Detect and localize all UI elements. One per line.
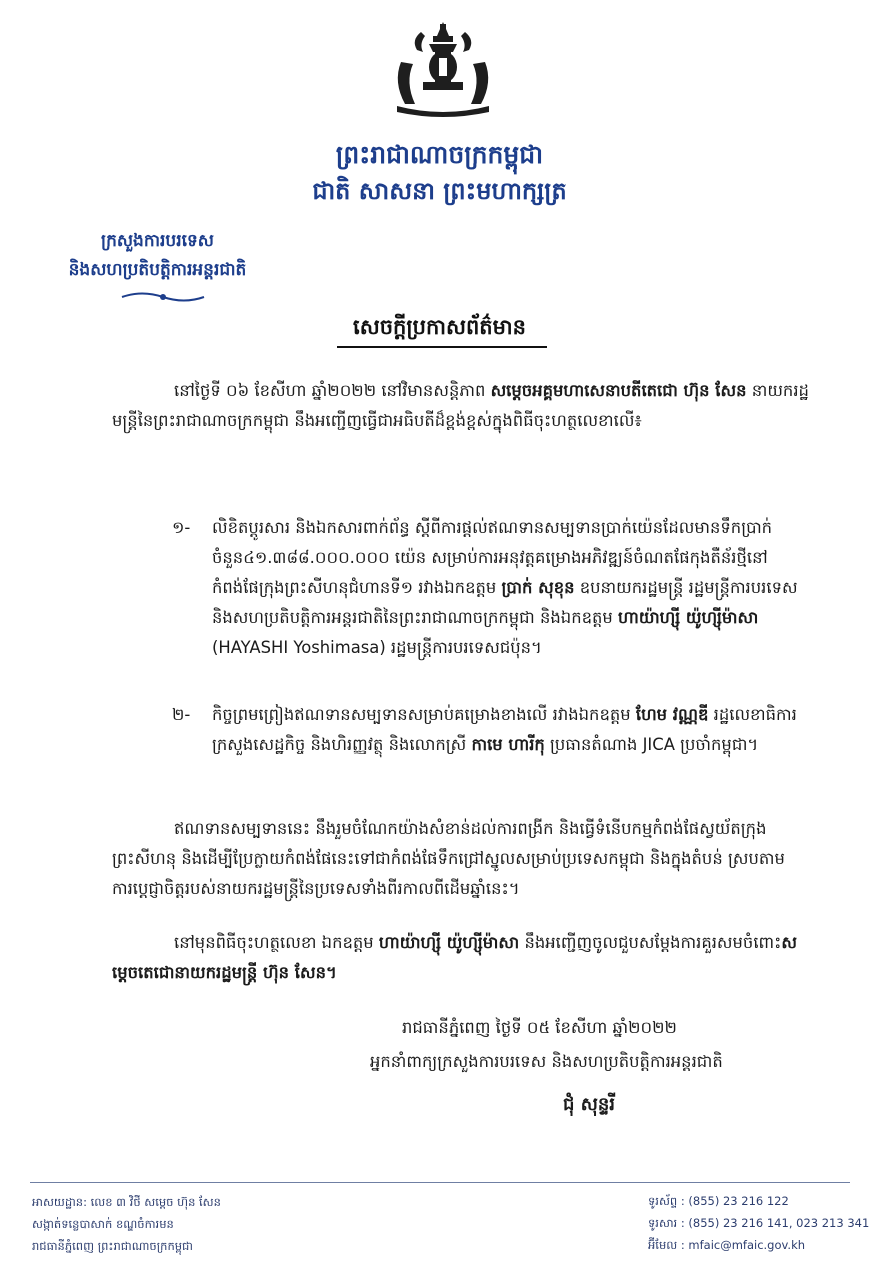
item-1-text [212, 513, 812, 663]
courtesy-name-hayashi: ហាយ៉ាហ្ស៊ី យ៉ូហ្ស៊ីម៉ាសា [378, 933, 520, 952]
ministry-name-line2: និងសហប្រតិបត្តិការអន្តរជាតិ [68, 260, 247, 280]
intro-paragraph [112, 376, 812, 436]
ornament-divider-icon [120, 290, 206, 304]
intro-pm-name: សម្តេចអគ្គមហាសេនាបតីតេជោ ហ៊ុន សែន [490, 381, 747, 400]
email-value[interactable]: mfaic@mfaic.gov.kh [688, 1238, 806, 1252]
fax-label: ទូរសារ : [648, 1216, 685, 1230]
courtesy-text-a: នៅមុនពិធីចុះហត្ថលេខា ឯកឧត្តម [174, 933, 379, 952]
footer-email [648, 1238, 805, 1255]
item-2-number: ២- [172, 705, 191, 724]
title-underline [337, 346, 547, 348]
footer-address-line3: រាជធានីភ្នំពេញ ព្រះរាជាណាចក្រកម្ពុជា [32, 1239, 193, 1253]
national-motto: ជាតិ សាសនា ព្រះមហាក្សត្រ [312, 177, 567, 205]
intro-text: នៅថ្ងៃទី ០៦ ខែសីហា ឆ្នាំ២០២២ នៅវិមានសន្តិភាព [174, 381, 491, 400]
phone-value: (855) 23 216 122 [688, 1194, 789, 1208]
item-2-text [212, 700, 812, 760]
item-2-text-a: កិច្ចព្រមព្រៀងឥណទានសម្បទានសម្រាប់គម្រោងខាងលើ រវាងឯកឧត្តម [212, 705, 636, 724]
footer-address-line2: សង្កាត់ទន្លេបាសាក់ ខណ្ឌចំការមន [32, 1217, 174, 1231]
place-date: រាជធានីភ្នំពេញ ថ្ងៃទី ០៥ ខែសីហា ឆ្នាំ២០២២ [402, 1018, 677, 1037]
item-1-name-prak-sokhonn: ប្រាក់ សុខុន [501, 578, 575, 597]
item-2-name-hem-vandy: ហែម វណ្ណឌី [635, 705, 709, 724]
footer-fax [648, 1216, 869, 1233]
item-1-name-hayashi: ហាយ៉ាហ្ស៊ី យ៉ូហ្ស៊ីម៉ាសា [618, 608, 759, 627]
item-1-text-e: (HAYASHI Yoshimasa) រដ្ឋមន្ត្រីការបរទេសជប៉ុន។ [212, 638, 542, 657]
fax-value: (855) 23 216 141, 023 213 341 [688, 1216, 870, 1230]
email-label: អ៊ីមែល : [648, 1238, 685, 1252]
item-2-text-c: រដ្ឋលេខាធិការក្រសួងសេដ្ឋកិច្ច និងហិរញ្ញវត្ថុ និងលោកស្រី [212, 705, 797, 754]
footer-divider [30, 1182, 850, 1183]
document-title: សេចក្តីប្រកាសព័ត៌មាន [353, 315, 526, 339]
kingdom-name: ព្រះរាជាណាចក្រកម្ពុជា [335, 140, 544, 169]
item-1-text-a: លិខិតប្តូរសារ និងឯកសារពាក់ព័ន្ធ ស្តីពីការផ្តល់ឥណទានសម្បទានប្រាក់យ៉េនដែលមានទឹកប្រាក់ចំនួន៤១.៣៨៨.០០០.០០០ យ៉េន សម្រាប់ការអនុវត្តគម្រោងអភិវឌ្ឍន៍ចំណតផែកុងតឺន័រថ្មីនៅកំពង់ផែក្រុងព្រះសីហនុជំហានទី១ រវាងឯកឧត្តម [212, 518, 773, 597]
courtesy-call-paragraph [112, 928, 812, 988]
loan-purpose-paragraph: ឥណទានសម្បទាននេះ នឹងរួមចំណែកយ៉ាងសំខាន់ដល់ការពង្រីក និងធ្វើទំនើបកម្មកំពង់ផែស្វយ័តក្រុងព្រះសីហនុ និងដើម្បីប្រែក្លាយកំពង់ផែនេះទៅជាកំពង់ផែទឹកជ្រៅស្នូលសម្រាប់ប្រទេសកម្ពុជា និងក្នុងតំបន់ ស្របតាមការប្តេជ្ញាចិត្តរបស់នាយករដ្ឋមន្ត្រីនៃប្រទេសទាំងពីរកាលពីដើមឆ្នាំនេះ។ [112, 819, 785, 898]
item-2-name-kame-hariko: កាមេ ហារីកុ [471, 735, 545, 754]
footer-phone [648, 1194, 789, 1211]
ministry-name-line1: ក្រសួងការបរទេស [101, 231, 214, 251]
item-1-number: ១- [172, 518, 191, 537]
courtesy-text-c: នឹងអញ្ជើញចូលជួបសម្តែងការគួរសមចំពោះ [519, 933, 782, 952]
footer-address-line1: អាសយដ្ឋាន: លេខ ៣ វិថី សម្តេច ហ៊ុន សែន [32, 1195, 221, 1209]
phone-label: ទូរស័ព្ទ : [648, 1194, 685, 1208]
intro-text-2: នាយករដ្ឋមន្ត្រីនៃព្រះរាជាណាចក្រកម្ពុជា នឹងអញ្ជើញធ្វើជាអធិបតីដ៏ខ្ពង់ខ្ពស់ក្នុងពិធីចុះហត្ថលេខាលើ៖ [112, 381, 809, 430]
spokesperson-name: ជុំ សុន្ទរី [563, 1094, 615, 1115]
spokesperson-role: អ្នកនាំពាក្យក្រសួងការបរទេស និងសហប្រតិបត្តិការអន្តរជាតិ [370, 1052, 723, 1071]
royal-coat-of-arms-icon [383, 22, 503, 122]
courtesy-name-pm: សម្តេចតេជោនាយករដ្ឋមន្ត្រី ហ៊ុន សែន។ [112, 933, 797, 982]
item-2-text-e: ប្រធានតំណាង JICA ប្រចាំកម្ពុជា។ [544, 735, 759, 754]
item-1-text-c: ឧបនាយករដ្ឋមន្ត្រី រដ្ឋមន្ត្រីការបរទេស និងសហប្រតិបត្តិការអន្តរជាតិនៃព្រះរាជាណាចក្រកម្ពុជា និងឯកឧត្តម [212, 578, 798, 627]
